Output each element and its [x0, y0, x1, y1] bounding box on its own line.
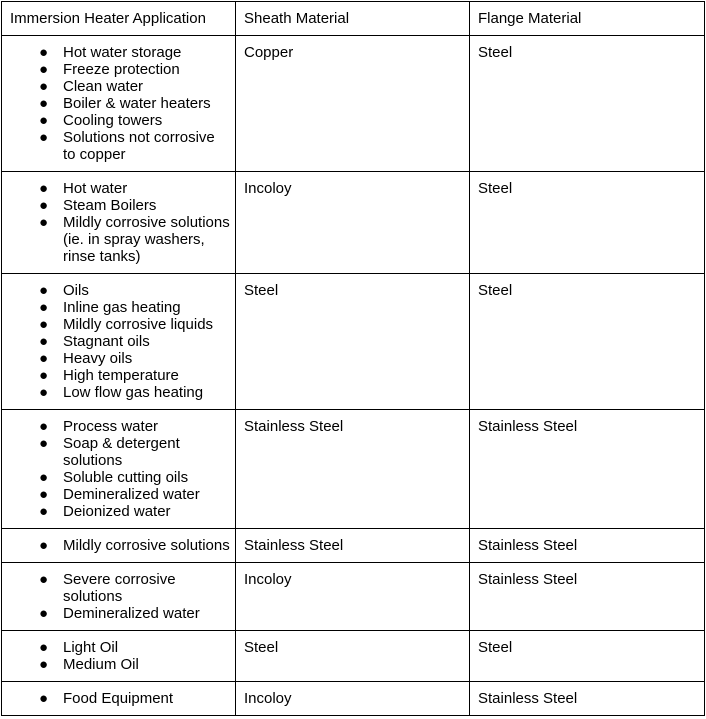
- bullet-icon: ●: [39, 78, 49, 95]
- application-text: Mildly corrosive solutions: [63, 537, 230, 554]
- list-item: [10, 299, 235, 316]
- application-list: [10, 180, 235, 265]
- application-text: Oils: [63, 282, 89, 299]
- header-application: Immersion Heater Application: [2, 2, 236, 36]
- bullet-icon: ●: [39, 656, 49, 673]
- application-text: Deionized water: [63, 503, 171, 520]
- list-item: [10, 316, 235, 333]
- bullet-icon: ●: [39, 333, 49, 350]
- application-text: Medium Oil: [63, 656, 139, 673]
- application-list: [10, 639, 235, 673]
- application-text: Hot water: [63, 180, 128, 197]
- bullet-icon: ●: [39, 129, 49, 146]
- table-body: [2, 36, 705, 716]
- sheath-material-cell: Steel: [236, 631, 470, 682]
- application-text: Low flow gas heating: [63, 384, 204, 401]
- bullet-icon: ●: [39, 571, 49, 588]
- application-cell: [2, 172, 236, 274]
- application-cell: [2, 36, 236, 172]
- list-item: [10, 282, 235, 299]
- header-row: [2, 2, 705, 36]
- list-item: [10, 690, 235, 707]
- application-text: Demineralized water: [63, 486, 200, 503]
- flange-material-cell: Stainless Steel: [470, 563, 705, 631]
- list-item: [10, 129, 235, 163]
- bullet-icon: ●: [39, 61, 49, 78]
- list-item: [10, 435, 235, 469]
- application-text: Stagnant oils: [63, 333, 150, 350]
- list-item: [10, 78, 235, 95]
- sheath-material-cell: Stainless Steel: [236, 410, 470, 529]
- application-text: Mildly corrosive solutions (ie. in spray washers, rinse tanks): [63, 214, 230, 265]
- table-row: [2, 410, 705, 529]
- application-list: [10, 571, 235, 622]
- bullet-icon: ●: [39, 384, 49, 401]
- application-text: Hot water storage: [63, 44, 182, 61]
- bullet-icon: ●: [39, 197, 49, 214]
- table-row: [2, 563, 705, 631]
- bullet-icon: ●: [39, 605, 49, 622]
- application-text: Mildly corrosive liquids: [63, 316, 214, 333]
- application-cell: [2, 529, 236, 563]
- flange-material-cell: Stainless Steel: [470, 682, 705, 716]
- flange-material-cell: Steel: [470, 274, 705, 410]
- list-item: [10, 639, 235, 656]
- flange-material-cell: Steel: [470, 631, 705, 682]
- application-list: [10, 537, 235, 554]
- list-item: [10, 44, 235, 61]
- header-sheath-material: Sheath Material: [236, 2, 470, 36]
- bullet-icon: ●: [39, 469, 49, 486]
- bullet-icon: ●: [39, 316, 49, 333]
- application-text: Food Equipment: [63, 690, 174, 707]
- list-item: [10, 367, 235, 384]
- bullet-icon: ●: [39, 95, 49, 112]
- bullet-icon: ●: [39, 367, 49, 384]
- bullet-icon: ●: [39, 639, 49, 656]
- application-list: [10, 418, 235, 520]
- bullet-icon: ●: [39, 486, 49, 503]
- application-text: Severe corrosive solutions: [63, 571, 176, 605]
- table-header: [2, 2, 705, 36]
- list-item: [10, 605, 235, 622]
- flange-material-cell: Stainless Steel: [470, 529, 705, 563]
- application-cell: [2, 274, 236, 410]
- application-text: Clean water: [63, 78, 144, 95]
- sheath-material-cell: Incoloy: [236, 172, 470, 274]
- header-flange-material: Flange Material: [470, 2, 705, 36]
- sheath-material-cell: Stainless Steel: [236, 529, 470, 563]
- bullet-icon: ●: [39, 180, 49, 197]
- bullet-icon: ●: [39, 44, 49, 61]
- list-item: [10, 469, 235, 486]
- list-item: [10, 503, 235, 520]
- table-row: [2, 172, 705, 274]
- list-item: [10, 571, 235, 605]
- flange-material-cell: Steel: [470, 36, 705, 172]
- list-item: [10, 486, 235, 503]
- application-text: Cooling towers: [63, 112, 163, 129]
- application-text: Freeze protection: [63, 61, 180, 78]
- list-item: [10, 333, 235, 350]
- application-text: Steam Boilers: [63, 197, 157, 214]
- bullet-icon: ●: [39, 418, 49, 435]
- bullet-icon: ●: [39, 299, 49, 316]
- application-text: Heavy oils: [63, 350, 133, 367]
- bullet-icon: ●: [39, 282, 49, 299]
- list-item: [10, 180, 235, 197]
- bullet-icon: ●: [39, 350, 49, 367]
- application-list: [10, 690, 235, 707]
- sheath-material-cell: Steel: [236, 274, 470, 410]
- table-row: [2, 682, 705, 716]
- list-item: [10, 61, 235, 78]
- application-text: Demineralized water: [63, 605, 200, 622]
- bullet-icon: ●: [39, 690, 49, 707]
- list-item: [10, 384, 235, 401]
- list-item: [10, 350, 235, 367]
- list-item: [10, 656, 235, 673]
- list-item: [10, 95, 235, 112]
- application-cell: [2, 410, 236, 529]
- bullet-icon: ●: [39, 435, 49, 452]
- application-cell: [2, 563, 236, 631]
- table-row: [2, 529, 705, 563]
- bullet-icon: ●: [39, 112, 49, 129]
- application-text: Soap & detergent solutions: [63, 435, 180, 469]
- bullet-icon: ●: [39, 214, 49, 231]
- table-row: [2, 631, 705, 682]
- application-list: [10, 282, 235, 401]
- flange-material-cell: Stainless Steel: [470, 410, 705, 529]
- heater-materials-table: [1, 1, 705, 716]
- application-text: High temperature: [63, 367, 179, 384]
- bullet-icon: ●: [39, 503, 49, 520]
- application-cell: [2, 682, 236, 716]
- bullet-icon: ●: [39, 537, 49, 554]
- table-row: [2, 274, 705, 410]
- list-item: [10, 418, 235, 435]
- application-text: Boiler & water heaters: [63, 95, 211, 112]
- application-text: Process water: [63, 418, 159, 435]
- application-text: Light Oil: [63, 639, 119, 656]
- application-text: Solutions not corrosive to copper: [63, 129, 215, 163]
- list-item: [10, 112, 235, 129]
- application-cell: [2, 631, 236, 682]
- sheath-material-cell: Incoloy: [236, 682, 470, 716]
- sheath-material-cell: Copper: [236, 36, 470, 172]
- application-text: Inline gas heating: [63, 299, 181, 316]
- list-item: [10, 197, 235, 214]
- application-list: [10, 44, 235, 163]
- list-item: [10, 537, 235, 554]
- list-item: [10, 214, 235, 265]
- flange-material-cell: Steel: [470, 172, 705, 274]
- sheath-material-cell: Incoloy: [236, 563, 470, 631]
- application-text: Soluble cutting oils: [63, 469, 189, 486]
- table-row: [2, 36, 705, 172]
